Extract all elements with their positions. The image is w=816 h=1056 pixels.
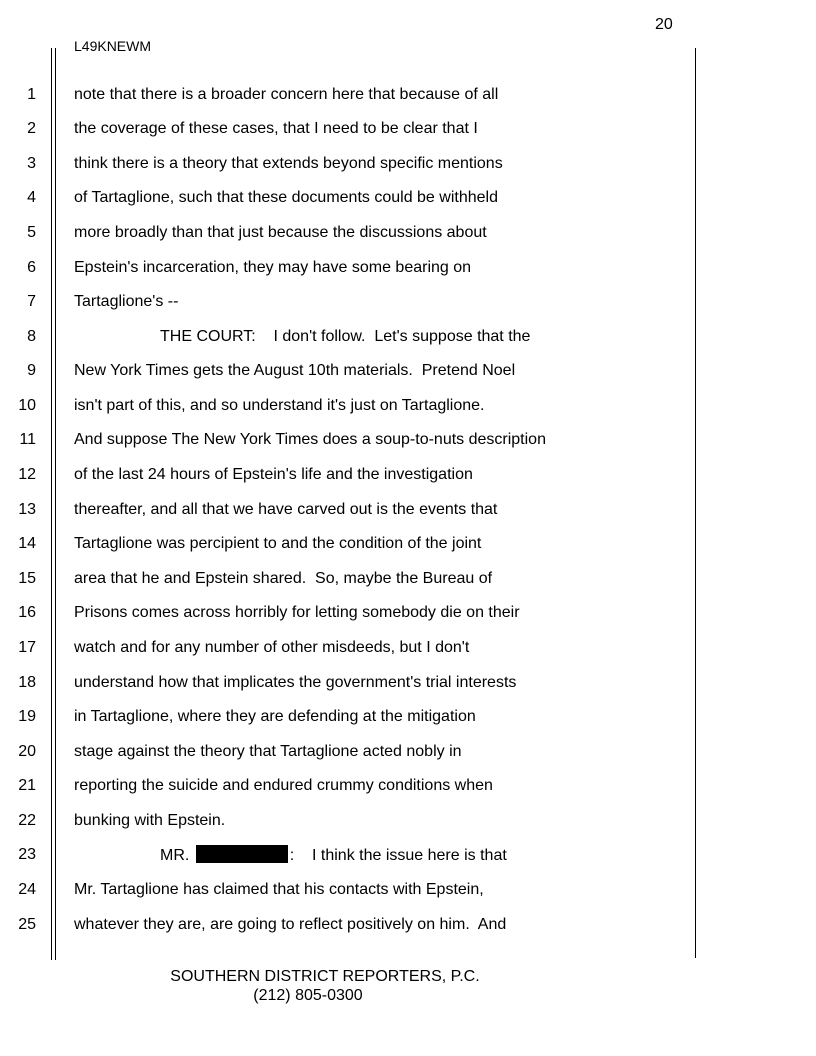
- transcript-line: [0, 880, 690, 914]
- line-number: 15: [18, 570, 36, 587]
- line-number: 4: [27, 189, 36, 206]
- line-text: stage against the theory that Tartaglione acted nobly in: [74, 743, 462, 760]
- transcript-line: [0, 223, 690, 257]
- transcript-line: [0, 396, 690, 430]
- transcript-line: [0, 154, 690, 188]
- transcript-line: [0, 188, 690, 222]
- transcript-line: [0, 327, 690, 361]
- transcript-line: [0, 811, 690, 845]
- line-text: New York Times gets the August 10th materials. Pretend Noel: [74, 362, 516, 379]
- page-number: 20: [655, 16, 673, 33]
- line-number: 20: [18, 743, 36, 760]
- transcript-line: [0, 673, 690, 707]
- line-number: 2: [27, 120, 36, 137]
- transcript-line: [0, 119, 690, 153]
- line-text: bunking with Epstein.: [74, 812, 226, 829]
- line-text: Tartaglione was percipient to and the condition of the joint: [74, 535, 482, 552]
- line-number: 25: [18, 916, 36, 933]
- line-text: note that there is a broader concern here that because of all: [74, 86, 499, 103]
- line-number: 22: [18, 812, 36, 829]
- line-text: [160, 845, 507, 866]
- line-number: 3: [27, 155, 36, 172]
- transcript-line: [0, 361, 690, 395]
- transcript-line: [0, 430, 690, 464]
- line-text: think there is a theory that extends beyond specific mentions: [74, 155, 503, 172]
- line-text: watch and for any number of other misdeeds, but I don't: [74, 639, 470, 656]
- transcript-line: [0, 569, 690, 603]
- line-number: 17: [18, 639, 36, 656]
- line-text: And suppose The New York Times does a soup-to-nuts description: [74, 431, 546, 448]
- line-text: Mr. Tartaglione has claimed that his contacts with Epstein,: [74, 881, 484, 898]
- line-text: more broadly than that just because the discussions about: [74, 224, 487, 241]
- line-number: 13: [18, 501, 36, 518]
- redaction-block: [196, 845, 288, 863]
- line-number: 16: [18, 604, 36, 621]
- line-number: 8: [27, 328, 36, 345]
- transcript-line: [0, 603, 690, 637]
- line-text: the coverage of these cases, that I need to be clear that I: [74, 120, 478, 137]
- line-number: 5: [27, 224, 36, 241]
- line-number: 19: [18, 708, 36, 725]
- speaker-prefix: MR.: [160, 847, 190, 864]
- footer-phone: (212) 805-0300: [253, 987, 363, 1004]
- line-number: 1: [27, 86, 36, 103]
- line-number: 12: [18, 466, 36, 483]
- right-margin-line: [695, 48, 696, 958]
- transcript-line: [0, 258, 690, 292]
- line-text: area that he and Epstein shared. So, maybe the Bureau of: [74, 570, 493, 587]
- speaker-statement: : I think the issue here is that: [289, 847, 507, 864]
- line-text: of Tartaglione, such that these documents could be withheld: [74, 189, 498, 206]
- transcript-line: [0, 638, 690, 672]
- line-text: in Tartaglione, where they are defending at the mitigation: [74, 708, 476, 725]
- line-number: 23: [18, 846, 36, 863]
- line-number: 7: [27, 293, 36, 310]
- line-number: 24: [18, 881, 36, 898]
- transcript-line: [0, 707, 690, 741]
- transcript-line: [0, 915, 690, 949]
- line-text: thereafter, and all that we have carved out is the events that: [74, 501, 498, 518]
- line-number: 6: [27, 259, 36, 276]
- transcript-line: [0, 292, 690, 326]
- transcript-line: [0, 776, 690, 810]
- line-number: 10: [18, 397, 36, 414]
- line-text: Prisons comes across horribly for letting somebody die on their: [74, 604, 520, 621]
- line-number: 21: [18, 777, 36, 794]
- transcript-line: [0, 500, 690, 534]
- line-number: 14: [18, 535, 36, 552]
- line-text: Epstein's incarceration, they may have some bearing on: [74, 259, 472, 276]
- transcript-line: [0, 845, 690, 879]
- footer-reporter: SOUTHERN DISTRICT REPORTERS, P.C.: [170, 968, 480, 985]
- line-number: 9: [27, 362, 36, 379]
- transcript-line: [0, 465, 690, 499]
- line-text: Tartaglione's --: [74, 293, 179, 310]
- line-text: understand how that implicates the government's trial interests: [74, 674, 517, 691]
- transcript-line: [0, 742, 690, 776]
- transcript-line: [0, 85, 690, 119]
- line-number: 11: [19, 431, 36, 448]
- line-text: of the last 24 hours of Epstein's life and the investigation: [74, 466, 473, 483]
- line-text: reporting the suicide and endured crummy conditions when: [74, 777, 493, 794]
- line-text: whatever they are, are going to reflect positively on him. And: [74, 916, 507, 933]
- line-number: 18: [18, 674, 36, 691]
- line-text: isn't part of this, and so understand it's just on Tartaglione.: [74, 397, 485, 414]
- transcript-line: [0, 534, 690, 568]
- line-text: THE COURT: I don't follow. Let's suppose that the: [160, 328, 531, 345]
- case-code: L49KNEWM: [74, 38, 152, 54]
